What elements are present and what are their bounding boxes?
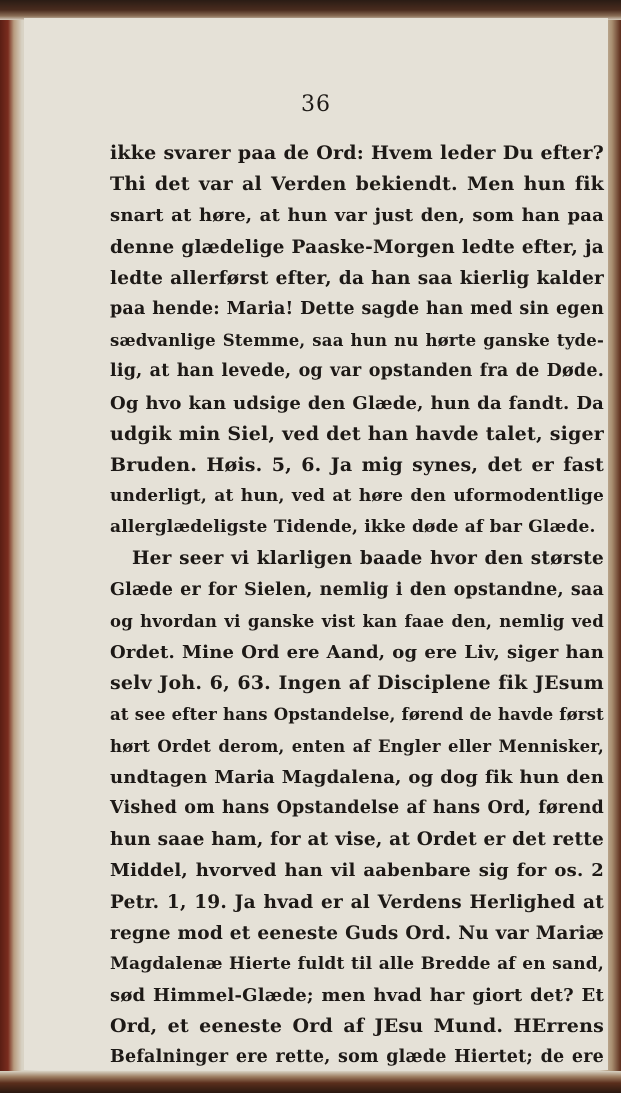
text-line: hun saae ham, for at vise, at Ordet er det rette [110,829,604,851]
text-line: Befalninger ere rette, som glæde Hiertet; de ere [110,1047,604,1068]
text-line: lig, at han levede, og var opstanden fra de Døde. [110,361,604,382]
text-line: regne mod et eeneste Guds Ord. Nu var Mariæ [110,922,604,944]
text-line: at see efter hans Opstandelse, førend de havde først [110,705,604,725]
page-bottom-edge [0,1071,621,1093]
text-line: allerglædeligste Tidende, ikke døde af bar Glæde. [110,517,596,538]
text-line: og hvordan vi ganske vist kan faae den, nemlig ved [110,611,604,631]
page-number: 36 [301,92,331,117]
text-line: ikke svarer paa de Ord: Hvem leder Du efter? [110,142,604,164]
text-line: selv Joh. 6, 63. Ingen af Disciplene fik JEsum [110,672,604,695]
text-line: Ordet. Mine Ord ere Aand, og ere Liv, siger han [110,642,604,663]
text-line: Glæde er for Sielen, nemlig i den opstandne, saa [110,579,604,600]
text-line: Vished om hans Opstandelse af hans Ord, førend [110,797,604,818]
text-line: Thi det var al Verden bekiendt. Men hun fik [110,173,604,196]
text-line: Petr. 1, 19. Ja hvad er al Verdens Herlighed at [110,891,604,913]
text-line: ledte allerførst efter, da han saa kierlig kalder [110,267,604,289]
text-line: Bruden. Høis. 5, 6. Ja mig synes, det er fast [110,453,604,476]
text-line: Og hvo kan udsige den Glæde, hun da fandt. Da [110,392,604,414]
text-line: Middel, hvorved han vil aabenbare sig for os. 2 [110,860,604,882]
text-line: undtagen Maria Magdalena, og dog fik hun den [110,766,604,788]
text-line: denne glædelige Paaske-Morgen ledte efter, ja [110,236,604,258]
text-line: udgik min Siel, ved det han havde talet, siger [110,422,604,445]
page-top-edge [0,0,621,20]
text-line: sædvanlige Stemme, saa hun nu hørte ganske tyde- [110,331,604,351]
book-page [24,18,608,1070]
text-line: snart at høre, at hun var just den, som han paa [110,205,604,227]
body-text [110,138,604,1074]
text-line: Magdalenæ Hierte fuldt til alle Bredde af en sand, [110,953,604,974]
text-line: paa hende: Maria! Dette sagde han med sin egen [110,298,604,319]
text-line: Ord, et eeneste Ord af JEsu Mund. HErrens [110,1015,604,1038]
text-line: underligt, at hun, ved at høre den uformodentlige [110,486,604,507]
text-line: Her seer vi klarligen baade hvor den største [132,548,604,570]
text-line: hørt Ordet derom, enten af Engler eller Mennisker, [110,736,604,756]
text-line: sød Himmel-Glæde; men hvad har giort det? Et [110,985,604,1007]
